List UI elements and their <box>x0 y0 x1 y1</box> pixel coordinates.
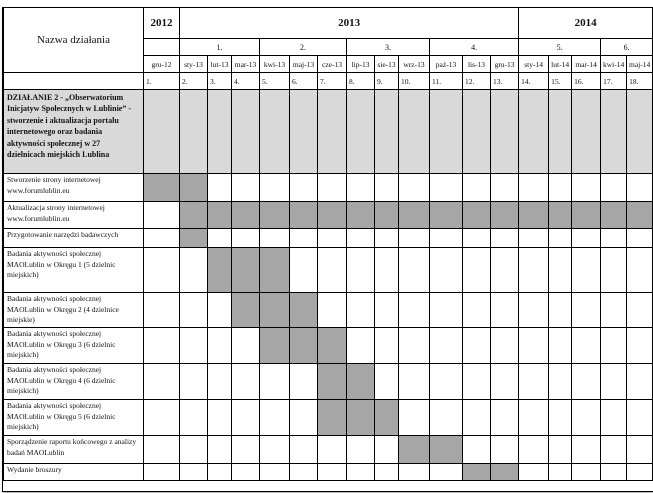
gantt-table <box>3 7 653 481</box>
month-header: lut-14 <box>549 56 572 73</box>
gantt-empty-cell <box>260 229 290 248</box>
month-number: 17. <box>601 73 627 90</box>
gantt-empty-cell <box>430 328 463 364</box>
gantt-bar-cell <box>208 202 232 229</box>
section-cell <box>290 90 318 174</box>
gantt-empty-cell <box>144 436 180 464</box>
gantt-empty-cell <box>491 328 519 364</box>
gantt-bar-cell <box>627 202 653 229</box>
section-cell <box>347 90 375 174</box>
gantt-empty-cell <box>232 328 260 364</box>
period-header: 6. <box>601 39 653 56</box>
section-cell <box>463 90 491 174</box>
gantt-empty-cell <box>572 293 601 328</box>
gantt-bar-cell <box>430 202 463 229</box>
gantt-empty-cell <box>430 464 463 481</box>
gantt-empty-cell <box>180 436 208 464</box>
gantt-empty-cell <box>180 400 208 436</box>
month-number: 12. <box>463 73 491 90</box>
period-header: 3. <box>347 39 430 56</box>
gantt-bar-cell <box>463 464 491 481</box>
gantt-bar-cell <box>208 248 232 293</box>
gantt-empty-cell <box>463 400 491 436</box>
gantt-empty-cell <box>375 174 399 202</box>
year-header: 2012 <box>144 8 180 39</box>
gantt-bar-cell <box>232 248 260 293</box>
gantt-empty-cell <box>260 436 290 464</box>
gantt-empty-cell <box>375 364 399 400</box>
gantt-bar-cell <box>290 293 318 328</box>
gantt-empty-cell <box>601 400 627 436</box>
month-number: 10. <box>399 73 430 90</box>
section-cell <box>430 90 463 174</box>
task-name: Badania aktywności społecznej MAOLublin w Okręgu 5 (6 dzielnic miejskich) <box>4 400 144 436</box>
gantt-empty-cell <box>375 328 399 364</box>
task-name: Wydanie broszury <box>4 464 144 481</box>
gantt-empty-cell <box>208 436 232 464</box>
gantt-bar-cell <box>491 464 519 481</box>
gantt-empty-cell <box>549 293 572 328</box>
gantt-empty-cell <box>290 174 318 202</box>
gantt-empty-cell <box>491 174 519 202</box>
task-name: Badania aktywności społecznej MAOLublin w Okręgu 1 (5 dzielnic miejskich) <box>4 248 144 293</box>
month-header: paź-13 <box>430 56 463 73</box>
gantt-bar-cell <box>232 293 260 328</box>
section-cell <box>601 90 627 174</box>
gantt-empty-cell <box>290 364 318 400</box>
section-cell <box>144 90 180 174</box>
gantt-empty-cell <box>463 293 491 328</box>
gantt-empty-cell <box>375 229 399 248</box>
gantt-empty-cell <box>180 248 208 293</box>
gantt-empty-cell <box>627 464 653 481</box>
gantt-empty-cell <box>627 293 653 328</box>
gantt-empty-cell <box>399 364 430 400</box>
gantt-empty-cell <box>290 248 318 293</box>
section-cell <box>399 90 430 174</box>
gantt-empty-cell <box>430 229 463 248</box>
gantt-empty-cell <box>549 400 572 436</box>
gantt-bar-cell <box>318 400 347 436</box>
gantt-empty-cell <box>601 464 627 481</box>
gantt-empty-cell <box>430 400 463 436</box>
gantt-empty-cell <box>549 248 572 293</box>
gantt-empty-cell <box>208 464 232 481</box>
month-header: kwi-14 <box>601 56 627 73</box>
month-number: 2. <box>180 73 208 90</box>
task-name: Aktualizacja strony internetowej www.forumlublin.eu <box>4 202 144 229</box>
gantt-empty-cell <box>180 364 208 400</box>
gantt-empty-cell <box>347 229 375 248</box>
gantt-bar-cell <box>290 202 318 229</box>
period-spacer <box>144 39 180 56</box>
month-number: 13. <box>491 73 519 90</box>
gantt-bar-cell <box>318 328 347 364</box>
gantt-empty-cell <box>430 248 463 293</box>
section-cell <box>180 90 208 174</box>
gantt-empty-cell <box>601 174 627 202</box>
task-name: Badania aktywności społecznej MAOLublin w Okręgu 3 (6 dzielnic miejskich) <box>4 328 144 364</box>
gantt-empty-cell <box>601 328 627 364</box>
gantt-empty-cell <box>519 464 549 481</box>
gantt-bar-cell <box>260 293 290 328</box>
gantt-empty-cell <box>290 400 318 436</box>
gantt-bar-cell <box>549 202 572 229</box>
number-row-label <box>4 73 144 90</box>
gantt-empty-cell <box>519 436 549 464</box>
month-number: 8. <box>347 73 375 90</box>
gantt-empty-cell <box>491 400 519 436</box>
month-header: sty-13 <box>180 56 208 73</box>
gantt-bar-cell <box>144 174 180 202</box>
gantt-empty-cell <box>463 436 491 464</box>
gantt-bar-cell <box>347 364 375 400</box>
gantt-empty-cell <box>180 328 208 364</box>
gantt-bar-cell <box>180 202 208 229</box>
gantt-empty-cell <box>399 248 430 293</box>
section-title: DZIAŁANIE 2 - „Obserwatorium Inicjatyw Społecznych w Lublinie” - stworzenie i aktualizacja portalu internetowego oraz badania aktywności społecznej w 27 dzielnicach miejskich Lublina <box>4 90 144 174</box>
month-number: 6. <box>290 73 318 90</box>
month-number: 18. <box>627 73 653 90</box>
gantt-empty-cell <box>549 436 572 464</box>
gantt-empty-cell <box>627 364 653 400</box>
gantt-empty-cell <box>399 229 430 248</box>
section-cell <box>572 90 601 174</box>
gantt-bar-cell <box>375 400 399 436</box>
gantt-empty-cell <box>572 400 601 436</box>
gantt-empty-cell <box>627 328 653 364</box>
task-name: Sporządzenie raportu końcowego z analizy badań MAOLublin <box>4 436 144 464</box>
section-cell <box>519 90 549 174</box>
gantt-bar-cell <box>399 202 430 229</box>
gantt-empty-cell <box>399 328 430 364</box>
gantt-empty-cell <box>601 364 627 400</box>
gantt-empty-cell <box>601 293 627 328</box>
gantt-empty-cell <box>399 293 430 328</box>
month-header: lis-13 <box>463 56 491 73</box>
gantt-empty-cell <box>627 400 653 436</box>
gantt-bar-cell <box>519 202 549 229</box>
gantt-empty-cell <box>208 229 232 248</box>
gantt-empty-cell <box>627 229 653 248</box>
gantt-empty-cell <box>144 364 180 400</box>
gantt-bar-cell <box>491 202 519 229</box>
gantt-bar-cell <box>290 328 318 364</box>
gantt-bar-cell <box>463 202 491 229</box>
gantt-empty-cell <box>519 364 549 400</box>
gantt-empty-cell <box>180 464 208 481</box>
month-number: 16. <box>572 73 601 90</box>
month-header: kwi-13 <box>260 56 290 73</box>
month-header: gru-13 <box>491 56 519 73</box>
gantt-empty-cell <box>318 293 347 328</box>
section-cell <box>260 90 290 174</box>
gantt-empty-cell <box>318 229 347 248</box>
month-number: 7. <box>318 73 347 90</box>
gantt-empty-cell <box>375 464 399 481</box>
gantt-empty-cell <box>601 436 627 464</box>
period-header: 5. <box>519 39 601 56</box>
gantt-empty-cell <box>290 229 318 248</box>
section-cell <box>318 90 347 174</box>
gantt-empty-cell <box>347 293 375 328</box>
year-header: 2013 <box>180 8 519 39</box>
gantt-bar-cell <box>180 174 208 202</box>
gantt-empty-cell <box>519 174 549 202</box>
gantt-empty-cell <box>430 174 463 202</box>
gantt-empty-cell <box>260 400 290 436</box>
gantt-empty-cell <box>144 248 180 293</box>
gantt-empty-cell <box>572 436 601 464</box>
gantt-empty-cell <box>208 364 232 400</box>
gantt-empty-cell <box>601 248 627 293</box>
gantt-empty-cell <box>399 464 430 481</box>
gantt-bar-cell <box>180 229 208 248</box>
gantt-empty-cell <box>144 328 180 364</box>
gantt-empty-cell <box>347 328 375 364</box>
gantt-empty-cell <box>232 364 260 400</box>
gantt-empty-cell <box>208 293 232 328</box>
gantt-empty-cell <box>232 174 260 202</box>
month-number: 3. <box>208 73 232 90</box>
gantt-empty-cell <box>549 174 572 202</box>
task-name: Przygotowanie narzędzi badawczych <box>4 229 144 248</box>
gantt-empty-cell <box>519 248 549 293</box>
gantt-empty-cell <box>399 174 430 202</box>
column-header-name: Nazwa działania <box>4 8 144 73</box>
gantt-empty-cell <box>627 436 653 464</box>
month-header: lip-13 <box>347 56 375 73</box>
month-header: lut-13 <box>208 56 232 73</box>
gantt-empty-cell <box>627 248 653 293</box>
gantt-bar-cell <box>430 436 463 464</box>
month-number: 5. <box>260 73 290 90</box>
gantt-empty-cell <box>519 400 549 436</box>
period-header: 2. <box>260 39 347 56</box>
section-cell <box>549 90 572 174</box>
gantt-empty-cell <box>318 436 347 464</box>
gantt-bar-cell <box>318 202 347 229</box>
task-name: Badania aktywności społecznej MAOLublin w Okręgu 4 (6 dzielnic miejskich) <box>4 364 144 400</box>
gantt-empty-cell <box>318 464 347 481</box>
gantt-empty-cell <box>347 174 375 202</box>
gantt-empty-cell <box>430 364 463 400</box>
gantt-empty-cell <box>347 248 375 293</box>
gantt-empty-cell <box>144 202 180 229</box>
month-header: sie-13 <box>375 56 399 73</box>
gantt-empty-cell <box>491 364 519 400</box>
section-cell <box>208 90 232 174</box>
gantt-empty-cell <box>572 229 601 248</box>
gantt-bar-cell <box>347 202 375 229</box>
gantt-empty-cell <box>208 174 232 202</box>
gantt-empty-cell <box>572 248 601 293</box>
month-header: maj-14 <box>627 56 653 73</box>
gantt-empty-cell <box>375 436 399 464</box>
gantt-empty-cell <box>180 293 208 328</box>
gantt-empty-cell <box>318 248 347 293</box>
gantt-empty-cell <box>260 364 290 400</box>
gantt-empty-cell <box>144 293 180 328</box>
month-header: cze-13 <box>318 56 347 73</box>
gantt-empty-cell <box>144 400 180 436</box>
gantt-empty-cell <box>491 229 519 248</box>
gantt-empty-cell <box>347 436 375 464</box>
month-number: 11. <box>430 73 463 90</box>
gantt-empty-cell <box>572 364 601 400</box>
gantt-empty-cell <box>290 436 318 464</box>
month-number: 14. <box>519 73 549 90</box>
gantt-empty-cell <box>347 464 375 481</box>
gantt-empty-cell <box>463 248 491 293</box>
month-header: mar-13 <box>232 56 260 73</box>
section-cell <box>232 90 260 174</box>
gantt-bar-cell <box>601 202 627 229</box>
gantt-empty-cell <box>519 328 549 364</box>
section-cell <box>375 90 399 174</box>
gantt-empty-cell <box>208 328 232 364</box>
gantt-bar-cell <box>232 202 260 229</box>
gantt-empty-cell <box>232 400 260 436</box>
month-number: 1. <box>144 73 180 90</box>
gantt-empty-cell <box>144 464 180 481</box>
gantt-empty-cell <box>463 364 491 400</box>
gantt-empty-cell <box>318 174 347 202</box>
gantt-empty-cell <box>232 229 260 248</box>
gantt-empty-cell <box>430 293 463 328</box>
month-header: sty-14 <box>519 56 549 73</box>
gantt-empty-cell <box>144 229 180 248</box>
month-header: mar-14 <box>572 56 601 73</box>
gantt-empty-cell <box>232 464 260 481</box>
gantt-empty-cell <box>549 364 572 400</box>
gantt-empty-cell <box>463 174 491 202</box>
gantt-bar-cell <box>572 202 601 229</box>
gantt-empty-cell <box>491 248 519 293</box>
section-cell <box>627 90 653 174</box>
month-header: gru-12 <box>144 56 180 73</box>
gantt-empty-cell <box>549 229 572 248</box>
period-header: 4. <box>430 39 519 56</box>
task-name: Badania aktywności społecznej MAOLublin w Okręgu 2 (4 dzielnice miejskie) <box>4 293 144 328</box>
gantt-empty-cell <box>572 328 601 364</box>
gantt-bar-cell <box>260 328 290 364</box>
month-header: wrz-13 <box>399 56 430 73</box>
gantt-bar-cell <box>318 364 347 400</box>
gantt-bar-cell <box>375 202 399 229</box>
gantt-empty-cell <box>491 436 519 464</box>
gantt-empty-cell <box>627 174 653 202</box>
gantt-empty-cell <box>260 174 290 202</box>
gantt-empty-cell <box>549 328 572 364</box>
gantt-frame <box>2 7 653 492</box>
period-header: 1. <box>180 39 260 56</box>
gantt-empty-cell <box>290 464 318 481</box>
gantt-bar-cell <box>260 248 290 293</box>
gantt-empty-cell <box>491 293 519 328</box>
gantt-empty-cell <box>375 293 399 328</box>
gantt-empty-cell <box>572 464 601 481</box>
gantt-empty-cell <box>549 464 572 481</box>
gantt-empty-cell <box>463 229 491 248</box>
month-header: maj-13 <box>290 56 318 73</box>
gantt-empty-cell <box>572 174 601 202</box>
gantt-empty-cell <box>260 464 290 481</box>
gantt-empty-cell <box>601 229 627 248</box>
gantt-bar-cell <box>399 436 430 464</box>
gantt-bar-cell <box>347 400 375 436</box>
gantt-empty-cell <box>232 436 260 464</box>
task-name: Stworzenie strony internetowej www.forumlublin.eu <box>4 174 144 202</box>
gantt-empty-cell <box>519 229 549 248</box>
gantt-empty-cell <box>375 248 399 293</box>
gantt-empty-cell <box>399 400 430 436</box>
month-number: 9. <box>375 73 399 90</box>
month-number: 4. <box>232 73 260 90</box>
year-header: 2014 <box>519 8 653 39</box>
gantt-empty-cell <box>519 293 549 328</box>
section-cell <box>491 90 519 174</box>
gantt-empty-cell <box>208 400 232 436</box>
month-number: 15. <box>549 73 572 90</box>
gantt-bar-cell <box>260 202 290 229</box>
gantt-empty-cell <box>463 328 491 364</box>
